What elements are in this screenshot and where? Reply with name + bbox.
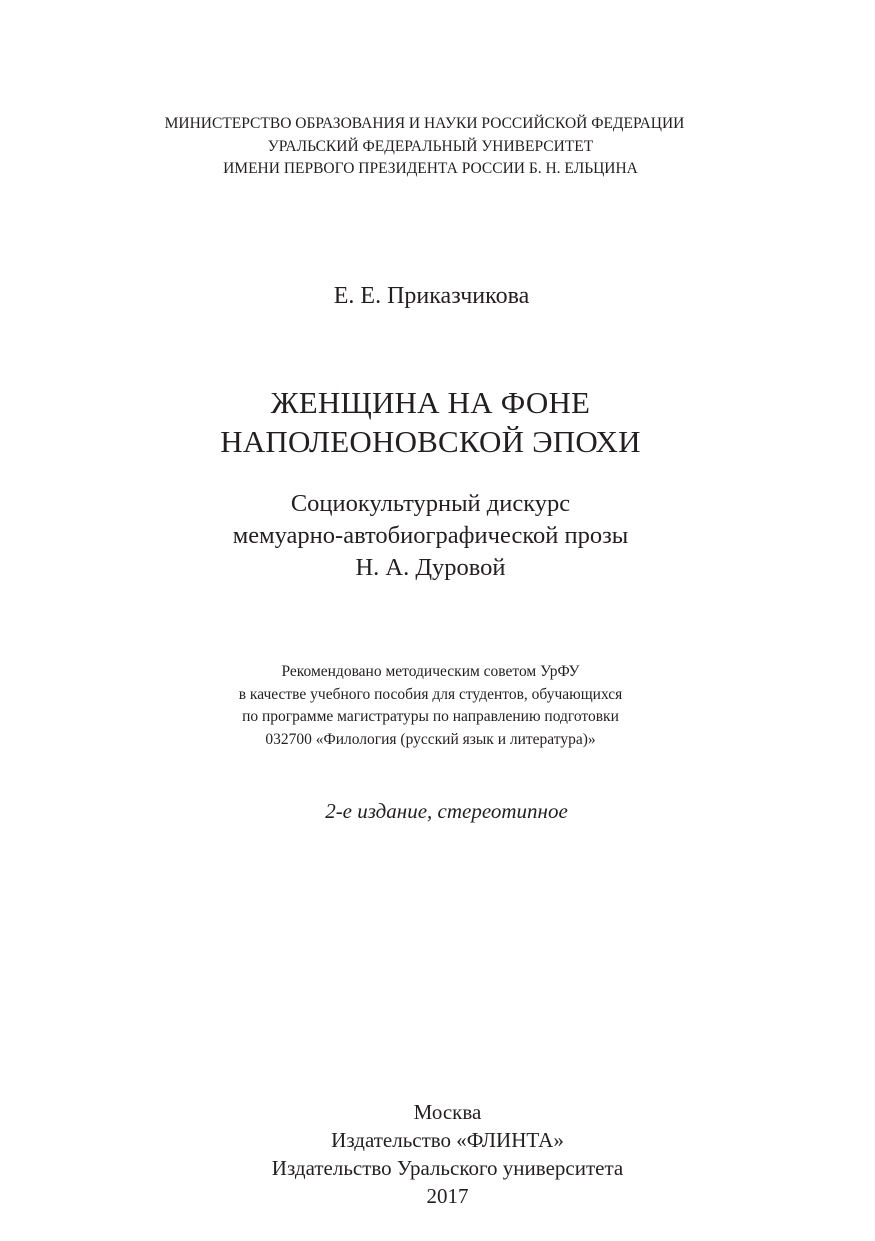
author-name: Е. Е. Приказчикова <box>333 283 530 309</box>
recommendation-line-4: 032700 «Филология (русский язык и литература)» <box>265 730 596 748</box>
university-name-line: ИМЕНИ ПЕРВОГО ПРЕЗИДЕНТА РОССИИ Б. Н. ЕЛЬЦИНА <box>223 160 638 177</box>
imprint-publisher-2: Издательство Уральского университета <box>271 1156 624 1180</box>
book-subtitle <box>0 488 868 584</box>
subtitle-line-2: мемуарно-автобиографической прозы <box>232 522 629 549</box>
institution-header <box>0 113 875 181</box>
subtitle-line-1: Социокультурный дискурс <box>290 490 571 517</box>
recommendation-line-1: Рекомендовано методическим советом УрФУ <box>281 663 580 680</box>
recommendation-line-3: по программе магистратуры по направлению подготовки <box>242 708 619 725</box>
imprint-publisher-1: Издательство «ФЛИНТА» <box>331 1128 564 1152</box>
subtitle-line-3: Н. А. Дуровой <box>355 554 506 581</box>
edition-note: 2-е издание, стереотипное <box>325 799 568 823</box>
ministry-line: МИНИСТЕРСТВО ОБРАЗОВАНИЯ И НАУКИ РОССИЙСКОЙ ФЕДЕРАЦИИ <box>164 115 685 132</box>
university-line: УРАЛЬСКИЙ ФЕДЕРАЛЬНЫЙ УНИВЕРСИТЕТ <box>267 137 594 155</box>
recommendation-line-2: в качестве учебного пособия для студентов, обучающихся <box>238 685 623 703</box>
title-line-1: ЖЕНЩИНА НА ФОНЕ <box>270 385 591 420</box>
imprint <box>10 1098 875 1210</box>
imprint-year: 2017 <box>426 1184 469 1208</box>
book-title <box>0 383 868 461</box>
imprint-city: Москва <box>413 1100 482 1124</box>
title-line-2: НАПОЛЕОНОВСКОЙ ЭПОХИ <box>220 424 641 459</box>
recommendation-note <box>0 661 868 751</box>
